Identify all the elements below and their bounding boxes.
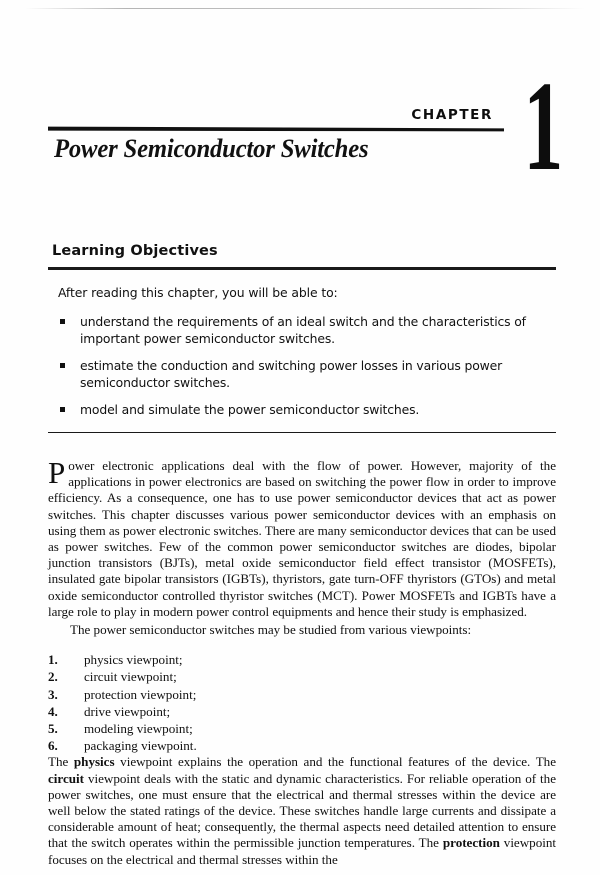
square-bullet-icon (60, 319, 65, 324)
learning-objectives-intro: After reading this chapter, you will be able to: (58, 284, 338, 300)
list-item (58, 313, 556, 348)
list-item-text: packaging viewpoint. (84, 738, 197, 754)
list-number: 4. (48, 703, 58, 719)
chapter-title: Power Semiconductor Switches (54, 134, 369, 163)
emphasis-protection: protection (442, 835, 500, 851)
square-bullet-icon (60, 363, 65, 368)
closing-paragraph (48, 754, 556, 867)
learning-objectives-list (58, 313, 556, 419)
list-number: 3. (48, 686, 58, 702)
viewpoints-lead-paragraph: The power semiconductor switches may be studied from various viewpoints: (70, 622, 472, 638)
drop-cap: P (48, 455, 66, 490)
body-content (48, 455, 556, 868)
list-number: 1. (48, 652, 58, 668)
tapered-rule-shape (48, 126, 504, 132)
chapter-label: CHAPTER (411, 107, 493, 123)
closing-text-part-2: viewpoint explains the operation and the functional features of the device. The (114, 754, 556, 770)
list-number: 2. (48, 669, 58, 685)
list-item (48, 737, 556, 754)
chapter-header (48, 55, 562, 208)
learning-objectives-top-rule (48, 267, 556, 270)
list-item-text: protection viewpoint; (84, 686, 197, 702)
emphasis-circuit: circuit (48, 770, 84, 786)
closing-text-part-4: viewpoint focuses on the electrical and thermal stresses within the (48, 835, 556, 867)
list-item-text: circuit viewpoint; (84, 669, 177, 685)
square-bullet-icon (60, 407, 65, 412)
list-item (48, 720, 556, 737)
list-item (48, 703, 556, 720)
list-number: 6. (48, 738, 58, 754)
viewpoints-list (48, 651, 556, 754)
closing-text-part-3: viewpoint deals with the static and dynamic characteristics. For reliable operation of the power switches, one must ensure that the electrical and thermal stresses within the device are well below the stated ratings of the device. These switches handle large currents and dissipate a considerable amount of heat; consequently, the thermal aspects need detailed attention to ensure that the switch operates within the permissible junction temperatures. The (48, 770, 556, 851)
learning-objectives-block (48, 243, 556, 433)
list-item-text: modeling viewpoint; (84, 721, 193, 737)
emphasis-physics: physics (73, 754, 115, 770)
scan-edge-line (25, 8, 585, 9)
list-item (58, 357, 556, 392)
chapter-head-rule (48, 126, 504, 131)
list-item (58, 401, 556, 419)
list-item (48, 651, 556, 668)
closing-text-part-1: The (48, 754, 74, 770)
list-item (48, 668, 556, 685)
objective-text: model and simulate the power semiconductor switches. (80, 402, 420, 418)
learning-objectives-heading: Learning Objectives (52, 243, 218, 259)
objective-text: understand the requirements of an ideal switch and the characteristics of important power semiconductor switches. (80, 313, 526, 347)
list-item (48, 686, 556, 703)
chapter-number: 1 (523, 55, 562, 197)
objective-text: estimate the conduction and switching power losses in various power semiconductor switches. (80, 357, 503, 391)
intro-paragraph (48, 455, 556, 620)
list-number: 5. (48, 721, 58, 737)
learning-objectives-bottom-rule (48, 432, 556, 434)
intro-paragraph-text: ower electronic applications deal with the flow of power. However, majority of the applications in power electronics are based on switching the power flow in order to improve efficiency. As a consequence, one has to use power semiconductor devices that act as power switches. This chapter discusses various power semiconductor devices with an emphasis on using them as power electronic switches. There are many semiconductor devices that can be used as power switches. Few of the common power semiconductor switches are diodes, bipolar junction transistors (BJTs), metal oxide semiconductor field effect transistor (MOSFETs), insulated gate bipolar transistors (IGBTs), thyristors, gate turn-OFF thyristors (GTOs) and metal oxide semiconductor controlled thyristor switches (MCT). Power MOSFETs and IGBTs have a large role to play in modern power control equipments and hence their study is emphasized. (48, 458, 556, 619)
list-item-text: drive viewpoint; (84, 703, 171, 719)
list-item-text: physics viewpoint; (84, 652, 183, 668)
